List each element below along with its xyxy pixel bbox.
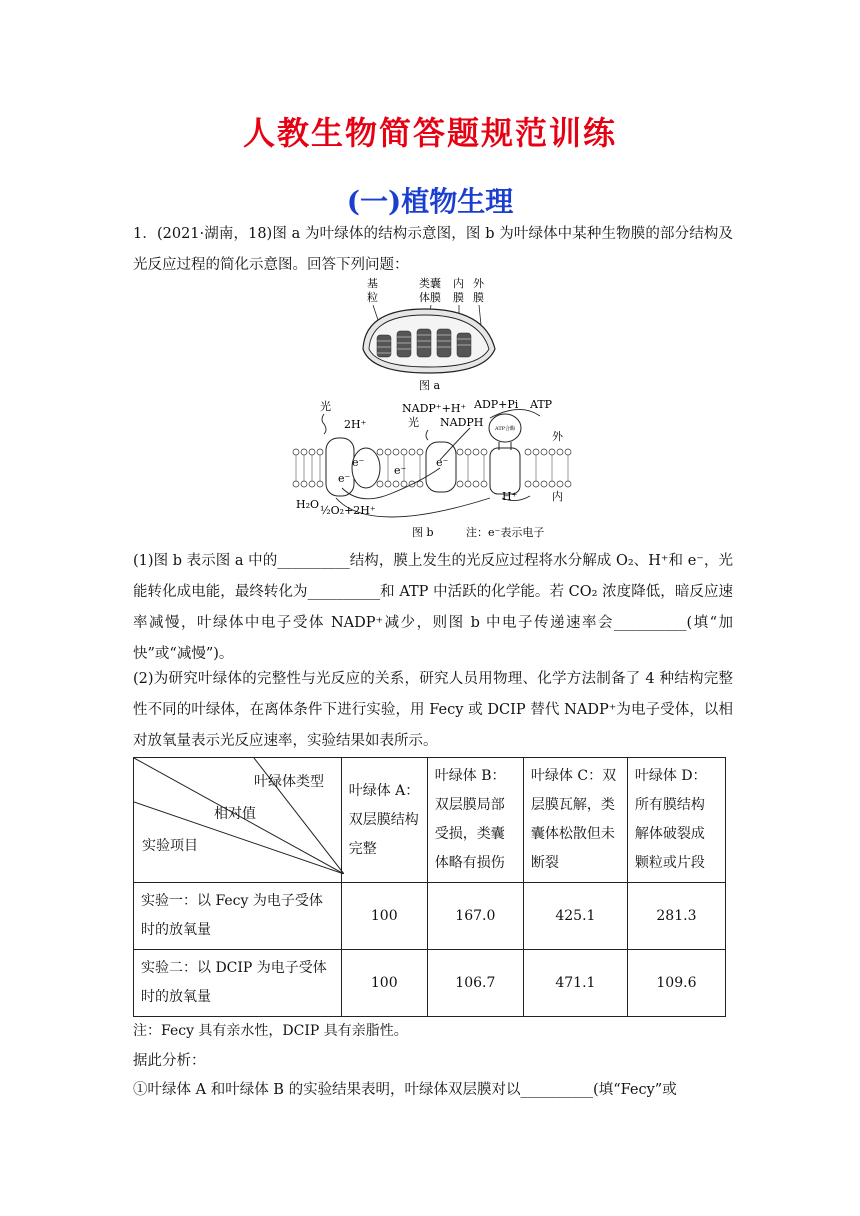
table-cell: 109.6 bbox=[627, 950, 725, 1017]
table-header-row bbox=[134, 758, 726, 883]
fig-b-note: 注：e⁻表示电子 bbox=[466, 526, 545, 539]
column-header: 叶绿体 D：所有膜结构解体破裂成颗粒或片段 bbox=[627, 758, 725, 883]
svg-text:ATP: ATP bbox=[530, 398, 553, 411]
corner-label-type: 叶绿体类型 bbox=[254, 774, 324, 790]
svg-text:e⁻: e⁻ bbox=[436, 456, 449, 469]
column-header: 叶绿体 C：双层膜瓦解，类囊体松散但未断裂 bbox=[523, 758, 627, 883]
table-cell: 167.0 bbox=[427, 883, 523, 950]
svg-text:ATP合酶: ATP合酶 bbox=[495, 426, 516, 432]
corner-label-value: 相对值 bbox=[214, 806, 256, 822]
svg-text:光: 光 bbox=[320, 400, 331, 413]
column-header: 叶绿体 B：双层膜局部受损，类囊体略有损伤 bbox=[427, 758, 523, 883]
table-cell: 425.1 bbox=[523, 883, 627, 950]
svg-text:½O₂+2H⁺: ½O₂+2H⁺ bbox=[320, 504, 376, 517]
svg-text:NADPH: NADPH bbox=[440, 416, 484, 429]
fig-a-label-thylakoid: 类囊 bbox=[419, 277, 441, 290]
analysis-lead: 据此分析： bbox=[133, 1053, 206, 1069]
fig-a-caption: 图 a bbox=[419, 379, 441, 392]
question-part-2: (2)为研究叶绿体的完整性与光反应的关系，研究人员用物理、化学方法制备了 4 种结构完整性不同的叶绿体，在离体条件下进行实验，用 Fecy 或 DCIP 替代 NADP⁺为电子受体，以相对放氧量表示光反应速率，实验结果如表所示。 bbox=[133, 671, 733, 749]
table-row bbox=[134, 883, 726, 950]
fig-a-label-granum: 基 bbox=[367, 277, 378, 290]
figure-b-thylakoid-membrane bbox=[290, 398, 580, 540]
question-intro: 1．(2021·湖南，18)图 a 为叶绿体的结构示意图，图 b 为叶绿体中某种生物膜的部分结构及光反应过程的简化示意图。回答下列问题： bbox=[133, 226, 733, 273]
fig-a-label-inner: 内 bbox=[453, 277, 464, 290]
table-cell: 281.3 bbox=[627, 883, 725, 950]
svg-text:e⁻: e⁻ bbox=[352, 456, 365, 469]
svg-text:ADP+Pi: ADP+Pi bbox=[474, 398, 519, 411]
page-title: 人教生物简答题规范训练 bbox=[242, 114, 617, 152]
table-row bbox=[134, 950, 726, 1017]
svg-text:H₂O: H₂O bbox=[296, 498, 320, 511]
table-cell: 106.7 bbox=[427, 950, 523, 1017]
row-label: 实验二：以 DCIP 为电子受体时的放氧量 bbox=[134, 950, 342, 1017]
svg-text:e⁻: e⁻ bbox=[394, 464, 407, 477]
section-title: (一)植物生理 bbox=[346, 185, 514, 218]
experiment-table bbox=[133, 757, 726, 1017]
question-part-1: (1)图 b 表示图 a 中的__________结构，膜上发生的光反应过程将水分解成 O₂、H⁺和 e⁻，光能转化成电能，最终转化为__________和 ATP 中活跃的化学能。若 CO₂ 浓度降低，暗反应速率减慢，叶绿体中电子受体 NADP⁺减少，则图 b 中电子传递速率会__________(填“加快”或“减慢”)。 bbox=[133, 553, 733, 662]
table-cell: 100 bbox=[341, 883, 427, 950]
svg-text:膜: 膜 bbox=[453, 291, 464, 304]
figure-a-chloroplast bbox=[355, 275, 505, 393]
table-cell: 471.1 bbox=[523, 950, 627, 1017]
svg-text:外: 外 bbox=[552, 430, 563, 443]
svg-text:内: 内 bbox=[552, 490, 563, 503]
svg-text:e⁻: e⁻ bbox=[338, 472, 351, 485]
table-note: 注：Fecy 具有亲水性，DCIP 具有亲脂性。 bbox=[133, 1023, 408, 1039]
fig-b-caption: 图 b bbox=[412, 526, 434, 539]
column-header: 叶绿体 A：双层膜结构完整 bbox=[341, 758, 427, 883]
row-label: 实验一：以 Fecy 为电子受体时的放氧量 bbox=[134, 883, 342, 950]
corner-label-item: 实验项目 bbox=[142, 838, 198, 854]
table-cell: 100 bbox=[341, 950, 427, 1017]
table-corner-cell bbox=[134, 758, 342, 883]
svg-text:膜: 膜 bbox=[473, 291, 484, 304]
svg-text:NADP⁺+H⁺: NADP⁺+H⁺ bbox=[402, 402, 467, 415]
svg-text:2H⁺: 2H⁺ bbox=[344, 418, 367, 431]
fig-a-label-outer: 外 bbox=[473, 277, 484, 290]
svg-text:粒: 粒 bbox=[367, 291, 378, 304]
svg-text:体膜: 体膜 bbox=[419, 291, 441, 304]
sub-question-1: ①叶绿体 A 和叶绿体 B 的实验结果表明，叶绿体双层膜对以__________(填“Fecy”或 bbox=[133, 1082, 677, 1098]
svg-text:光: 光 bbox=[408, 416, 419, 429]
svg-text:H⁺: H⁺ bbox=[502, 490, 518, 503]
